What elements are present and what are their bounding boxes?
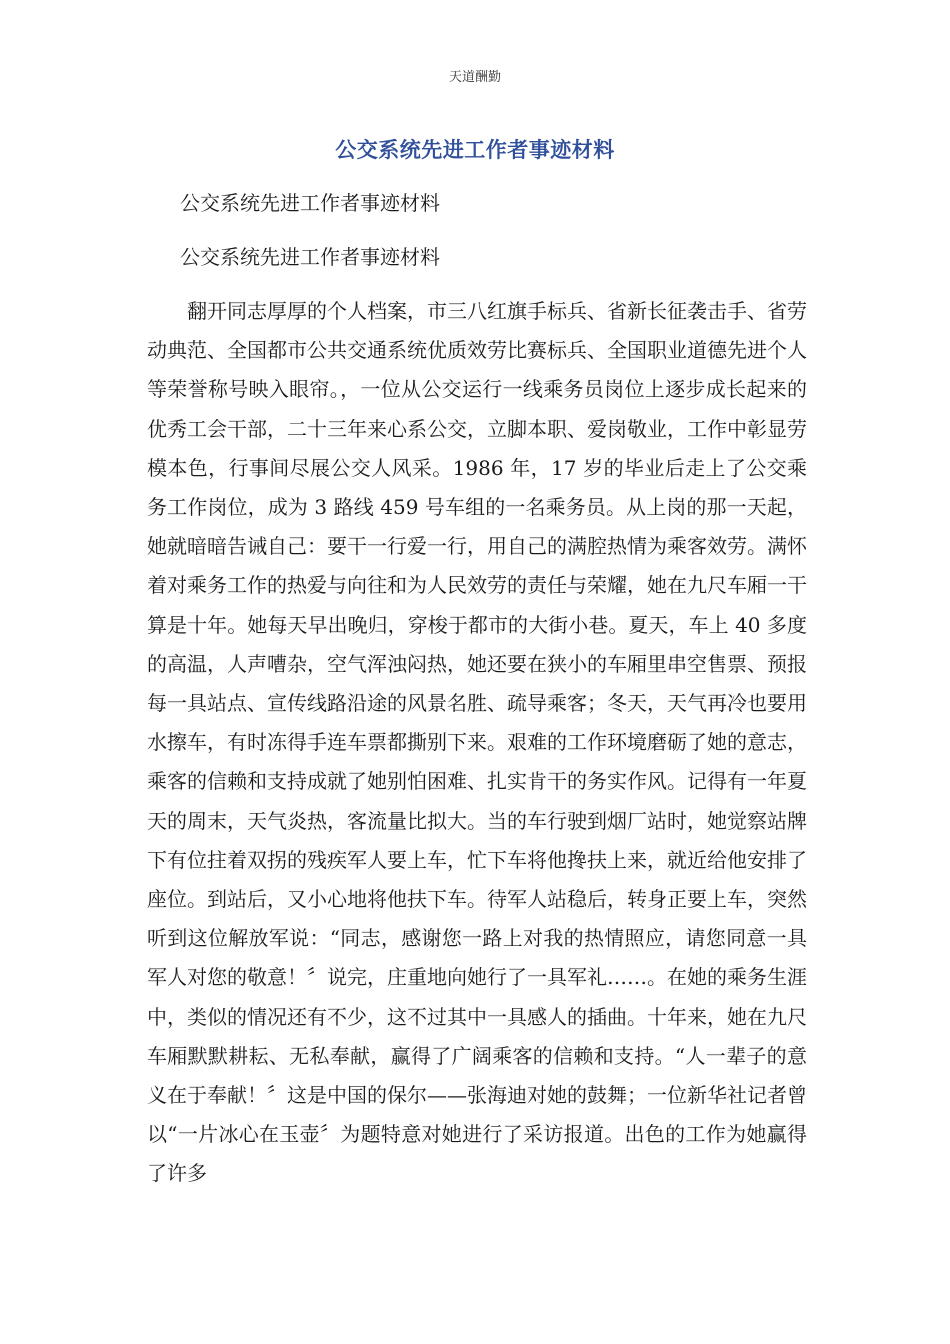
subtitle-line-2: 公交系统先进工作者事迹材料 <box>180 245 440 269</box>
subtitle-line-1: 公交系统先进工作者事迹材料 <box>180 191 440 215</box>
document-title: 公交系统先进工作者事迹材料 <box>335 138 615 162</box>
body-paragraph: 翻开同志厚厚的个人档案，市三八红旗手标兵、省新长征袭击手、省劳动典范、全国都市公共交通系统优质效劳比赛标兵、全国职业道德先进个人等荣誉称号映入眼帘。，一位从公交运行一线乘务员岗位上逐步成长起来的优秀工会干部，二十三年来心系公交，立脚本职、爱岗敬业，工作中彰显劳模本色，行事间尽展公交人风采。1986 年，17 岁的毕业后走上了公交乘务工作岗位，成为 3 路线 459 号车组的一名乘务员。从上岗的那一天起，她就暗暗告诫自己：要干一行爱一行，用自己的满腔热情为乘客效劳。满怀着对乘务工作的热爱与向往和为人民效劳的责任与荣耀，她在九尺车厢一干算是十年。她每天早出晚归，穿梭于都市的大街小巷。夏天，车上 40 多度的高温，人声嘈杂，空气浑浊闷热，她还要在狭小的车厢里串空售票、预报每一具站点、宣传线路沿途的风景名胜、疏导乘客；冬天，天气再冷也要用水擦车，有时冻得手连车票都撕别下来。艰难的工作环境磨砺了她的意志，乘客的信赖和支持成就了她别怕困难、扎实肯干的务实作风。记得有一年夏天的周末，天气炎热，客流量比拟大。当的车行驶到烟厂站时，她觉察站牌下有位拄着双拐的残疾军人要上车，忙下车将他搀扶上来，就近给他安排了座位。到站后，又小心地将他扶下车。待军人站稳后，转身正要上车，突然听到这位解放军说：“同志，感谢您一路上对我的热情照应，请您同意一具军人对您的敬意！〞说完，庄重地向她行了一具军礼……。在她的乘务生涯中，类似的情况还有不少，这不过其中一具感人的插曲。十年来，她在九尺车厢默默耕耘、无私奉献，赢得了广阔乘客的信赖和支持。“人一辈子的意义在于奉献！〞这是中国的保尔——张海迪对她的鼓舞；一位新华社记者曾以“一片冰心在玉壶〞为题特意对她进行了采访报道。出色的工作为她赢得了许多 <box>147 299 807 1186</box>
running-header: 天道酬勤 <box>448 70 501 85</box>
